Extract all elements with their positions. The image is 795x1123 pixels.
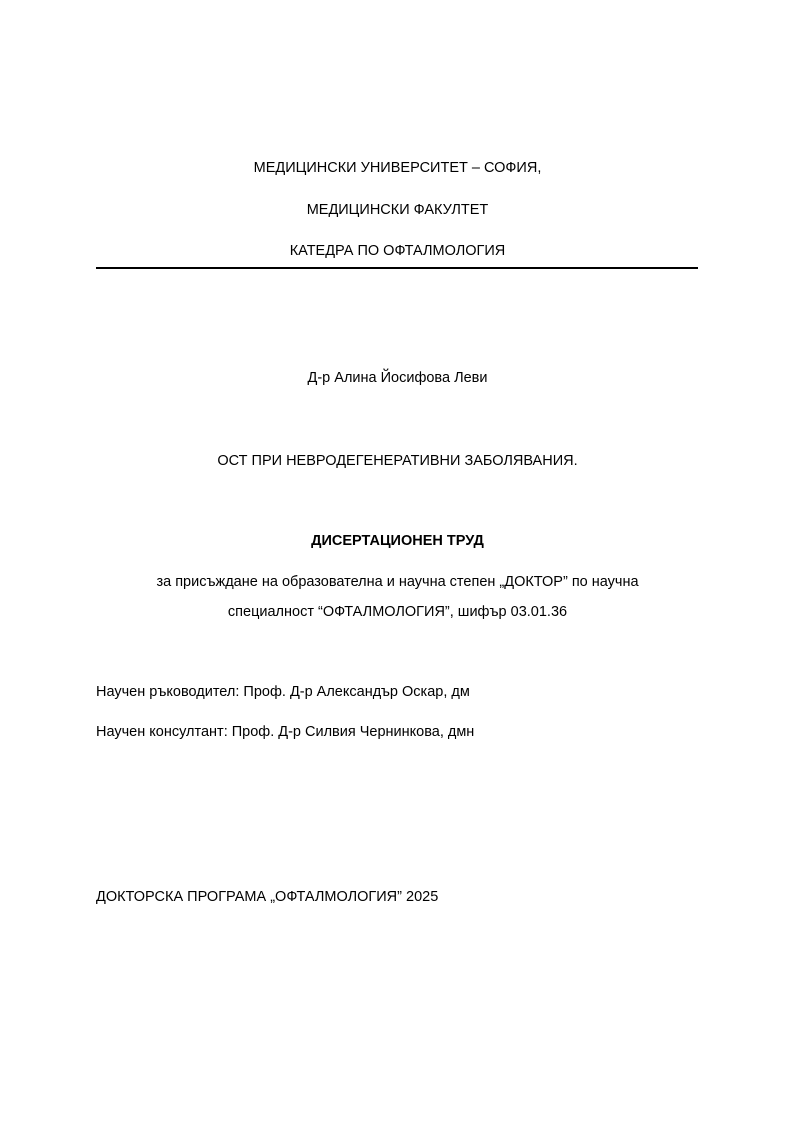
doctoral-program: ДОКТОРСКА ПРОГРАМА „ОФТАЛМОЛОГИЯ” 2025	[96, 889, 439, 905]
university-name: МЕДИЦИНСКИ УНИВЕРСИТЕТ – СОФИЯ,	[253, 160, 542, 176]
work-type: ДИСЕРТАЦИОНЕН ТРУД	[311, 533, 484, 549]
author-name: Д-р Алина Йосифова Леви	[307, 370, 488, 386]
degree-purpose-line1: за присъждане на образователна и научна степен „ДОКТОР” по научна	[156, 574, 639, 590]
scientific-consultant: Научен консултант: Проф. Д-р Силвия Чернинкова, дмн	[96, 724, 475, 740]
faculty-name: МЕДИЦИНСКИ ФАКУЛТЕТ	[306, 202, 489, 218]
header-divider	[96, 267, 698, 269]
dissertation-title: ОСТ ПРИ НЕВРОДЕГЕНЕРАТИВНИ ЗАБОЛЯВАНИЯ.	[217, 453, 578, 469]
degree-purpose-line2: специалност “ОФТАЛМОЛОГИЯ”, шифър 03.01.36	[227, 604, 568, 620]
scientific-supervisor: Научен ръководител: Проф. Д-р Александър Оскар, дм	[96, 684, 470, 700]
department-name: КАТЕДРА ПО ОФТАЛМОЛОГИЯ	[289, 243, 506, 259]
